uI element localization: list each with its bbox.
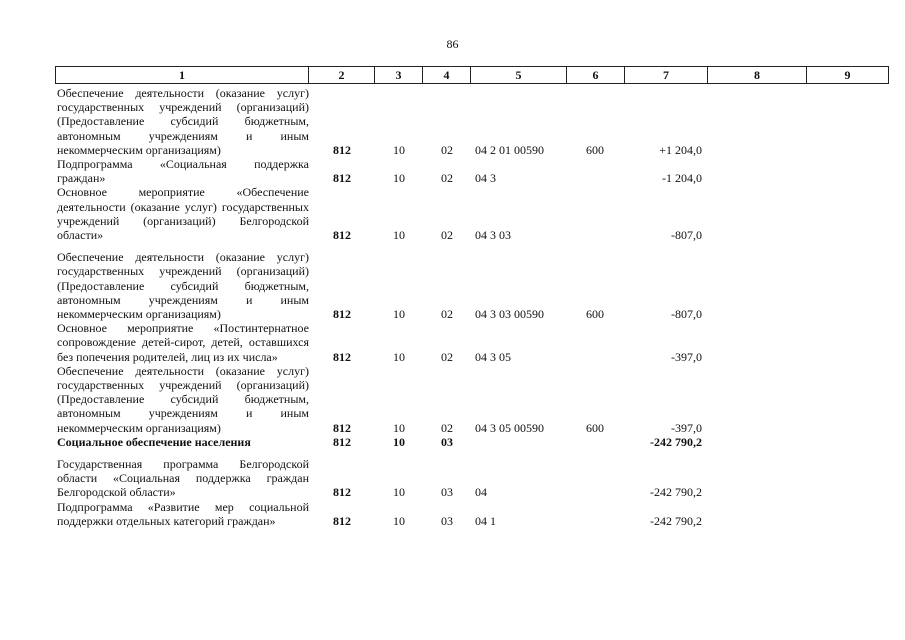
cell-target-code: 04 3 05: [475, 349, 511, 364]
cell-chapter: 812: [333, 228, 351, 243]
cell-target-code: 04 3 03: [475, 228, 511, 243]
row-name: Подпрограмма «Развитие мер социальной поддержки отдельных категорий граждан»: [57, 499, 309, 528]
row-name: Основное мероприятие «Постинтернатное сопровождение детей-сирот, детей, оставшихся без попечения родителей, лиц из их числа»: [57, 321, 309, 364]
row-name: Государственная программа Белгородской области «Социальная поддержка граждан Белгородской области»: [57, 457, 309, 500]
cell-target-code: 04 2 01 00590: [475, 142, 544, 157]
cell-expense-type: 600: [586, 307, 604, 322]
cell-chapter: 812: [333, 485, 351, 500]
row-name: Обеспечение деятельности (оказание услуг) государственных учреждений (организаций) (Предоставление субсидий бюджетным, автономным учреждениям и иным некоммерческим организациям): [57, 363, 309, 435]
cell-amount: -1 204,0: [662, 171, 702, 186]
cell-subsection: 02: [441, 349, 453, 364]
column-header-4: 4: [423, 67, 471, 84]
table-row: [55, 364, 893, 435]
cell-section: 10: [393, 434, 405, 449]
table-body: [55, 86, 893, 528]
cell-amount: -242 790,2: [650, 485, 702, 500]
row-name: Обеспечение деятельности (оказание услуг) государственных учреждений (организаций) (Предоставление субсидий бюджетным, автономным учреждениям и иным некоммерческим организациям): [57, 86, 309, 157]
cell-chapter: 812: [333, 513, 351, 528]
table-row: [55, 250, 893, 321]
row-spacer: [55, 242, 893, 250]
column-header-6: 6: [567, 67, 625, 84]
cell-expense-type: 600: [586, 142, 604, 157]
cell-amount: -242 790,2: [650, 434, 702, 449]
cell-section: 10: [393, 228, 405, 243]
cell-section: 10: [393, 485, 405, 500]
table-row: [55, 185, 893, 242]
column-header-7: 7: [625, 67, 708, 84]
table-row: [55, 86, 893, 157]
cell-subsection: 03: [441, 434, 453, 449]
table-row: [55, 435, 893, 449]
cell-section: 10: [393, 349, 405, 364]
table-header: [55, 66, 889, 84]
cell-amount: -807,0: [671, 307, 702, 322]
cell-chapter: 812: [333, 434, 351, 449]
cell-amount: -242 790,2: [650, 513, 702, 528]
row-name: Основное мероприятие «Обеспечение деятельности (оказание услуг) государственных учреждений (организаций) Белгородской области»: [57, 185, 309, 243]
cell-chapter: 812: [333, 142, 351, 157]
cell-subsection: 02: [441, 171, 453, 186]
header-row: [56, 67, 889, 84]
cell-chapter: 812: [333, 307, 351, 322]
cell-section: 10: [393, 307, 405, 322]
cell-section: 10: [393, 513, 405, 528]
row-name: Обеспечение деятельности (оказание услуг) государственных учреждений (организаций) (Предоставление субсидий бюджетным, автономным учреждениям и иным некоммерческим организациям): [57, 250, 309, 322]
table-row: [55, 157, 893, 185]
cell-section: 10: [393, 142, 405, 157]
cell-chapter: 812: [333, 171, 351, 186]
column-header-9: 9: [807, 67, 889, 84]
cell-chapter: 812: [333, 349, 351, 364]
cell-amount: -807,0: [671, 228, 702, 243]
cell-target-code: 04 3 05 00590: [475, 420, 544, 435]
row-name: Подпрограмма «Социальная поддержка граждан»: [57, 157, 309, 186]
cell-subsection: 03: [441, 513, 453, 528]
cell-target-code: 04 1: [475, 513, 496, 528]
cell-section: 10: [393, 171, 405, 186]
cell-subsection: 02: [441, 142, 453, 157]
column-header-3: 3: [375, 67, 423, 84]
cell-subsection: 02: [441, 307, 453, 322]
cell-chapter: 812: [333, 420, 351, 435]
cell-target-code: 04 3 03 00590: [475, 307, 544, 322]
table-row: [55, 457, 893, 500]
page-number: 86: [446, 37, 459, 51]
cell-amount: -397,0: [671, 420, 702, 435]
column-header-1: 1: [56, 67, 309, 84]
cell-amount: -397,0: [671, 349, 702, 364]
column-header-8: 8: [708, 67, 807, 84]
row-spacer: [55, 449, 893, 457]
cell-subsection: 03: [441, 485, 453, 500]
table-row: [55, 321, 893, 364]
cell-subsection: 02: [441, 228, 453, 243]
cell-target-code: 04: [475, 485, 487, 500]
column-header-5: 5: [471, 67, 567, 84]
cell-target-code: 04 3: [475, 171, 496, 186]
cell-section: 10: [393, 420, 405, 435]
table-row: [55, 500, 893, 528]
cell-subsection: 02: [441, 420, 453, 435]
row-name: Социальное обеспечение населения: [57, 434, 251, 449]
cell-expense-type: 600: [586, 420, 604, 435]
cell-amount: +1 204,0: [659, 142, 702, 157]
column-header-2: 2: [309, 67, 375, 84]
